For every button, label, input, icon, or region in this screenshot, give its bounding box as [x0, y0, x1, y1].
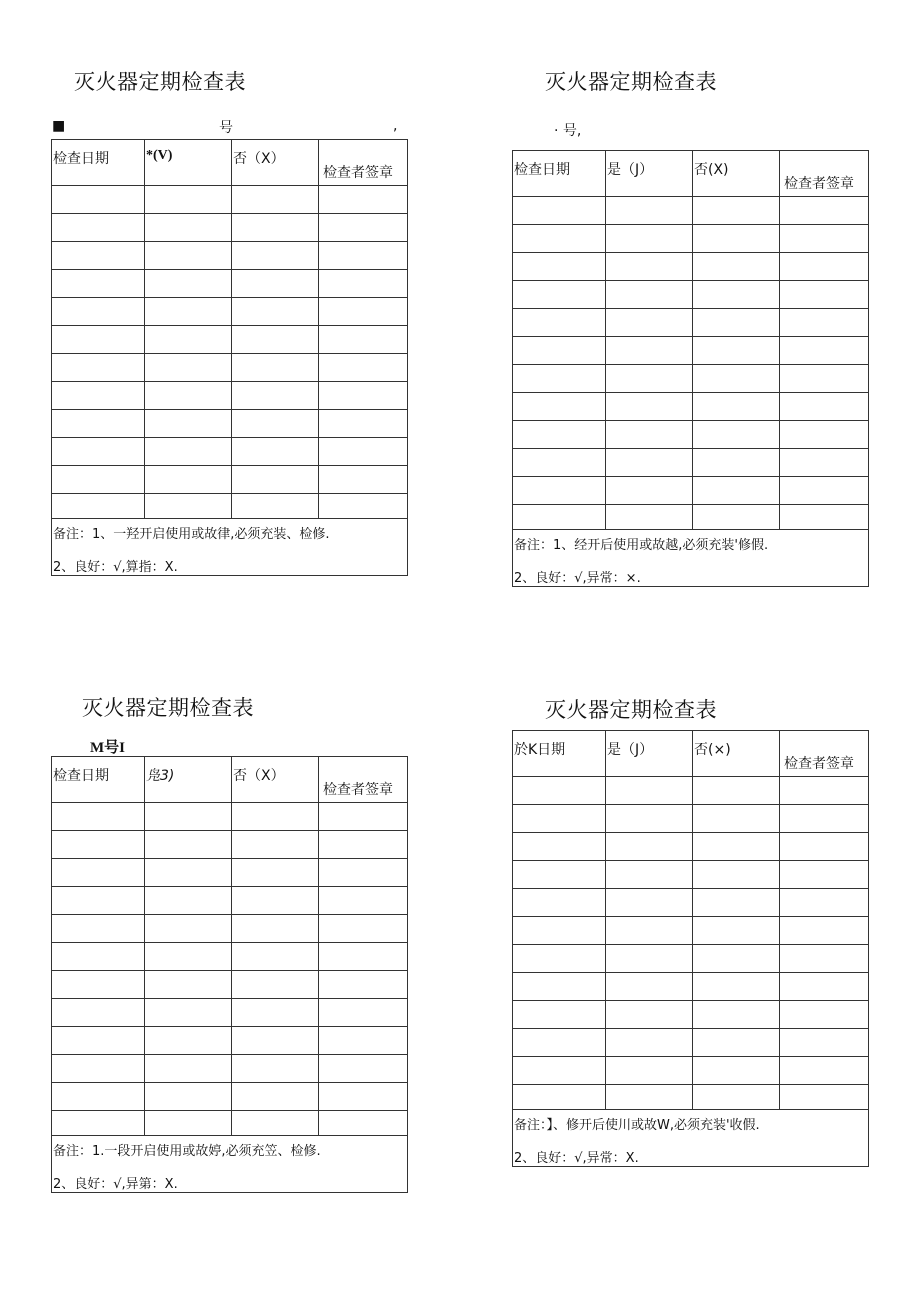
header-yes: 凫3) — [145, 757, 232, 803]
signature-cell[interactable] — [319, 494, 408, 519]
form-marker: ■ — [52, 118, 66, 134]
signature-cell[interactable] — [319, 1055, 408, 1083]
signature-cell[interactable] — [319, 1027, 408, 1055]
table-row — [52, 270, 408, 298]
header-date: 检查日期 — [52, 140, 145, 186]
signature-cell[interactable] — [780, 477, 869, 505]
remark-line-1: 备注：1、一羟开启使用或故律,必须充装、检修. — [53, 527, 330, 542]
date-cell[interactable] — [513, 421, 606, 449]
table-row — [52, 382, 408, 410]
date-cell[interactable] — [513, 281, 606, 309]
table-row — [52, 971, 408, 999]
date-cell[interactable] — [513, 393, 606, 421]
date-cell[interactable] — [52, 859, 145, 887]
yes-cell[interactable] — [606, 225, 693, 253]
no-cell[interactable] — [232, 831, 319, 859]
no-cell[interactable] — [693, 1001, 780, 1029]
table-row — [513, 421, 869, 449]
yes-cell[interactable] — [606, 1029, 693, 1057]
signature-cell[interactable] — [319, 915, 408, 943]
table-row — [513, 861, 869, 889]
no-cell[interactable] — [232, 382, 319, 410]
table-row — [52, 1083, 408, 1111]
table-row — [513, 225, 869, 253]
signature-cell[interactable] — [780, 1085, 869, 1110]
yes-cell[interactable] — [606, 1085, 693, 1110]
no-cell[interactable] — [232, 1055, 319, 1083]
table-row — [513, 833, 869, 861]
signature-cell[interactable] — [319, 214, 408, 242]
form-number-label: · 号, — [554, 123, 582, 139]
header-no: 否（X） — [232, 140, 319, 186]
no-cell[interactable] — [693, 225, 780, 253]
remarks — [52, 1136, 408, 1193]
header-signature: 检查者签章 — [319, 140, 408, 186]
date-cell[interactable] — [52, 943, 145, 971]
date-cell[interactable] — [52, 915, 145, 943]
remark-line-1: 备注：1.一段开启使用或故婷,必须充笠、检修. — [53, 1144, 321, 1159]
no-cell[interactable] — [232, 214, 319, 242]
no-cell[interactable] — [232, 326, 319, 354]
yes-cell[interactable] — [606, 917, 693, 945]
signature-cell[interactable] — [319, 999, 408, 1027]
no-cell[interactable] — [232, 915, 319, 943]
yes-cell[interactable] — [606, 973, 693, 1001]
date-cell[interactable] — [52, 466, 145, 494]
date-cell[interactable] — [52, 887, 145, 915]
signature-cell[interactable] — [319, 410, 408, 438]
table-row — [52, 242, 408, 270]
no-cell[interactable] — [693, 449, 780, 477]
remark-line-2: 2、良好：√,异常：×. — [514, 571, 641, 586]
date-cell[interactable] — [52, 410, 145, 438]
signature-cell[interactable] — [780, 505, 869, 530]
yes-cell[interactable] — [606, 833, 693, 861]
table-row — [513, 1057, 869, 1085]
signature-cell[interactable] — [780, 973, 869, 1001]
form-title: 灭火器定期检查表 — [82, 696, 254, 720]
yes-cell[interactable] — [606, 945, 693, 973]
no-cell[interactable] — [693, 945, 780, 973]
table-row — [513, 393, 869, 421]
yes-cell[interactable] — [145, 999, 232, 1027]
no-cell[interactable] — [232, 298, 319, 326]
header-date: 於K日期 — [513, 731, 606, 777]
table-row — [513, 973, 869, 1001]
yes-cell[interactable] — [606, 777, 693, 805]
signature-cell[interactable] — [780, 337, 869, 365]
yes-cell[interactable] — [606, 393, 693, 421]
table-row — [513, 1001, 869, 1029]
signature-cell[interactable] — [780, 309, 869, 337]
date-cell[interactable] — [52, 242, 145, 270]
yes-cell[interactable] — [606, 253, 693, 281]
date-cell[interactable] — [513, 477, 606, 505]
table-row — [52, 999, 408, 1027]
no-cell[interactable] — [693, 889, 780, 917]
header-yes: *(V) — [145, 140, 232, 186]
yes-cell[interactable] — [606, 421, 693, 449]
inspection-table — [51, 139, 408, 576]
header-signature: 检查者签章 — [780, 151, 869, 197]
remark-line-2: 2、良好：√,异常：X. — [514, 1151, 639, 1166]
form-punct: , — [393, 118, 398, 134]
signature-cell[interactable] — [780, 393, 869, 421]
table-row — [52, 410, 408, 438]
yes-cell[interactable] — [606, 477, 693, 505]
yes-cell[interactable] — [606, 505, 693, 530]
yes-cell[interactable] — [606, 365, 693, 393]
date-cell[interactable] — [52, 326, 145, 354]
date-cell[interactable] — [52, 1027, 145, 1055]
date-cell[interactable] — [513, 917, 606, 945]
remark-line-2: 2、良好：√,异第：X. — [53, 1177, 178, 1192]
date-cell[interactable] — [513, 777, 606, 805]
yes-cell[interactable] — [606, 309, 693, 337]
no-cell[interactable] — [232, 438, 319, 466]
table-row — [513, 197, 869, 225]
yes-cell[interactable] — [145, 831, 232, 859]
signature-cell[interactable] — [319, 887, 408, 915]
date-cell[interactable] — [52, 298, 145, 326]
no-cell[interactable] — [232, 186, 319, 214]
form-number-label: M号I — [90, 740, 125, 756]
signature-cell[interactable] — [319, 1083, 408, 1111]
signature-cell[interactable] — [780, 281, 869, 309]
signature-cell[interactable] — [319, 438, 408, 466]
table-row — [52, 831, 408, 859]
table-row — [513, 805, 869, 833]
no-cell[interactable] — [693, 281, 780, 309]
remarks — [52, 519, 408, 576]
date-cell[interactable] — [513, 805, 606, 833]
remark-line-1: 备注：1、经开后使用或故越,必须充装'修假. — [514, 538, 769, 553]
remarks — [513, 530, 869, 587]
table-row — [52, 803, 408, 831]
date-cell[interactable] — [52, 270, 145, 298]
signature-cell[interactable] — [780, 1001, 869, 1029]
yes-cell[interactable] — [145, 859, 232, 887]
no-cell[interactable] — [693, 337, 780, 365]
date-cell[interactable] — [513, 197, 606, 225]
signature-cell[interactable] — [780, 805, 869, 833]
signature-cell[interactable] — [780, 197, 869, 225]
date-cell[interactable] — [513, 889, 606, 917]
yes-cell[interactable] — [145, 943, 232, 971]
signature-cell[interactable] — [780, 917, 869, 945]
table-row — [513, 889, 869, 917]
date-cell[interactable] — [513, 945, 606, 973]
signature-cell[interactable] — [319, 298, 408, 326]
yes-cell[interactable] — [145, 270, 232, 298]
no-cell[interactable] — [232, 887, 319, 915]
table-row — [52, 354, 408, 382]
signature-cell[interactable] — [780, 421, 869, 449]
no-cell[interactable] — [693, 805, 780, 833]
yes-cell[interactable] — [145, 803, 232, 831]
no-cell[interactable] — [232, 466, 319, 494]
signature-cell[interactable] — [780, 365, 869, 393]
signature-cell[interactable] — [780, 945, 869, 973]
yes-cell[interactable] — [145, 326, 232, 354]
no-cell[interactable] — [693, 1029, 780, 1057]
signature-cell[interactable] — [780, 861, 869, 889]
no-cell[interactable] — [693, 777, 780, 805]
date-cell[interactable] — [52, 494, 145, 519]
no-cell[interactable] — [693, 833, 780, 861]
yes-cell[interactable] — [145, 1055, 232, 1083]
header-signature: 检查者签章 — [780, 731, 869, 777]
table-row — [52, 1027, 408, 1055]
date-cell[interactable] — [52, 831, 145, 859]
no-cell[interactable] — [232, 242, 319, 270]
signature-cell[interactable] — [780, 449, 869, 477]
date-cell[interactable] — [513, 225, 606, 253]
signature-cell[interactable] — [319, 943, 408, 971]
no-cell[interactable] — [693, 309, 780, 337]
signature-cell[interactable] — [319, 971, 408, 999]
yes-cell[interactable] — [145, 915, 232, 943]
no-cell[interactable] — [693, 365, 780, 393]
no-cell[interactable] — [232, 859, 319, 887]
table-row — [52, 915, 408, 943]
date-cell[interactable] — [52, 971, 145, 999]
inspection-table — [512, 150, 869, 587]
signature-cell[interactable] — [780, 833, 869, 861]
signature-cell[interactable] — [319, 326, 408, 354]
yes-cell[interactable] — [145, 242, 232, 270]
no-cell[interactable] — [693, 197, 780, 225]
date-cell[interactable] — [52, 214, 145, 242]
table-row — [513, 309, 869, 337]
form-title: 灭火器定期检查表 — [74, 70, 246, 94]
signature-cell[interactable] — [319, 382, 408, 410]
table-row — [52, 438, 408, 466]
signature-cell[interactable] — [780, 1029, 869, 1057]
no-cell[interactable] — [693, 1085, 780, 1110]
no-cell[interactable] — [232, 971, 319, 999]
form-title: 灭火器定期检查表 — [545, 70, 717, 94]
date-cell[interactable] — [513, 833, 606, 861]
date-cell[interactable] — [513, 861, 606, 889]
yes-cell[interactable] — [145, 1083, 232, 1111]
yes-cell[interactable] — [606, 281, 693, 309]
no-cell[interactable] — [232, 943, 319, 971]
table-row — [513, 449, 869, 477]
date-cell[interactable] — [513, 1001, 606, 1029]
no-cell[interactable] — [693, 861, 780, 889]
signature-cell[interactable] — [319, 1111, 408, 1136]
no-cell[interactable] — [232, 999, 319, 1027]
date-cell[interactable] — [52, 186, 145, 214]
form-title: 灭火器定期检查表 — [545, 698, 717, 722]
table-row — [52, 1111, 408, 1136]
signature-cell[interactable] — [780, 225, 869, 253]
yes-cell[interactable] — [606, 1057, 693, 1085]
header-date: 检查日期 — [52, 757, 145, 803]
date-cell[interactable] — [513, 337, 606, 365]
signature-cell[interactable] — [780, 889, 869, 917]
yes-cell[interactable] — [145, 1027, 232, 1055]
header-no: 否(×) — [693, 731, 780, 777]
table-row — [513, 1085, 869, 1110]
table-row — [52, 859, 408, 887]
yes-cell[interactable] — [606, 861, 693, 889]
table-row — [52, 1055, 408, 1083]
no-cell[interactable] — [693, 973, 780, 1001]
yes-cell[interactable] — [145, 466, 232, 494]
yes-cell[interactable] — [145, 186, 232, 214]
yes-cell[interactable] — [145, 354, 232, 382]
no-cell[interactable] — [693, 1057, 780, 1085]
yes-cell[interactable] — [145, 214, 232, 242]
signature-cell[interactable] — [780, 777, 869, 805]
header-date: 检查日期 — [513, 151, 606, 197]
no-cell[interactable] — [693, 393, 780, 421]
yes-cell[interactable] — [145, 382, 232, 410]
yes-cell[interactable] — [145, 887, 232, 915]
date-cell[interactable] — [513, 1029, 606, 1057]
yes-cell[interactable] — [606, 805, 693, 833]
table-row — [52, 298, 408, 326]
yes-cell[interactable] — [145, 971, 232, 999]
date-cell[interactable] — [513, 1085, 606, 1110]
yes-cell[interactable] — [145, 298, 232, 326]
signature-cell[interactable] — [319, 831, 408, 859]
no-cell[interactable] — [232, 354, 319, 382]
date-cell[interactable] — [52, 438, 145, 466]
no-cell[interactable] — [693, 253, 780, 281]
table-row — [513, 477, 869, 505]
header-no: 否（X） — [232, 757, 319, 803]
date-cell[interactable] — [52, 999, 145, 1027]
no-cell[interactable] — [232, 270, 319, 298]
date-cell[interactable] — [513, 253, 606, 281]
date-cell[interactable] — [52, 382, 145, 410]
date-cell[interactable] — [513, 1057, 606, 1085]
header-yes: 是（J） — [606, 731, 693, 777]
table-row — [513, 1029, 869, 1057]
signature-cell[interactable] — [319, 859, 408, 887]
remark-line-2: 2、良好：√,算指：X. — [53, 560, 178, 575]
header-signature: 检查者签章 — [319, 757, 408, 803]
date-cell[interactable] — [513, 973, 606, 1001]
table-row — [52, 214, 408, 242]
signature-cell[interactable] — [319, 242, 408, 270]
table-row — [513, 945, 869, 973]
table-row — [513, 253, 869, 281]
yes-cell[interactable] — [606, 889, 693, 917]
table-row — [52, 887, 408, 915]
yes-cell[interactable] — [145, 1111, 232, 1136]
table-row — [513, 777, 869, 805]
signature-cell[interactable] — [319, 803, 408, 831]
no-cell[interactable] — [693, 477, 780, 505]
remarks — [513, 1110, 869, 1167]
no-cell[interactable] — [232, 494, 319, 519]
no-cell[interactable] — [693, 917, 780, 945]
no-cell[interactable] — [693, 505, 780, 530]
signature-cell[interactable] — [319, 186, 408, 214]
table-row — [513, 505, 869, 530]
yes-cell[interactable] — [606, 1001, 693, 1029]
signature-cell[interactable] — [780, 253, 869, 281]
table-row — [513, 281, 869, 309]
yes-cell[interactable] — [145, 410, 232, 438]
table-row — [52, 466, 408, 494]
signature-cell[interactable] — [319, 354, 408, 382]
signature-cell[interactable] — [319, 270, 408, 298]
date-cell[interactable] — [52, 1083, 145, 1111]
yes-cell[interactable] — [606, 449, 693, 477]
no-cell[interactable] — [232, 1111, 319, 1136]
table-row — [513, 917, 869, 945]
date-cell[interactable] — [513, 365, 606, 393]
date-cell[interactable] — [513, 309, 606, 337]
header-no: 否(X) — [693, 151, 780, 197]
date-cell[interactable] — [52, 803, 145, 831]
yes-cell[interactable] — [606, 337, 693, 365]
no-cell[interactable] — [232, 803, 319, 831]
table-row — [52, 186, 408, 214]
table-row — [513, 365, 869, 393]
form-number-label: 号 — [219, 120, 233, 136]
date-cell[interactable] — [513, 449, 606, 477]
date-cell[interactable] — [52, 354, 145, 382]
table-row — [52, 943, 408, 971]
date-cell[interactable] — [513, 505, 606, 530]
inspection-table — [51, 756, 408, 1193]
signature-cell[interactable] — [319, 466, 408, 494]
table-row — [513, 337, 869, 365]
no-cell[interactable] — [232, 1083, 319, 1111]
header-yes: 是（J） — [606, 151, 693, 197]
date-cell[interactable] — [52, 1055, 145, 1083]
yes-cell[interactable] — [145, 494, 232, 519]
no-cell[interactable] — [232, 410, 319, 438]
table-row — [52, 494, 408, 519]
remark-line-1: 备注：】、修开后使川或故W,必须充装'收假. — [514, 1118, 760, 1133]
yes-cell[interactable] — [145, 438, 232, 466]
table-row — [52, 326, 408, 354]
signature-cell[interactable] — [780, 1057, 869, 1085]
date-cell[interactable] — [52, 1111, 145, 1136]
no-cell[interactable] — [232, 1027, 319, 1055]
yes-cell[interactable] — [606, 197, 693, 225]
inspection-table — [512, 730, 869, 1167]
no-cell[interactable] — [693, 421, 780, 449]
